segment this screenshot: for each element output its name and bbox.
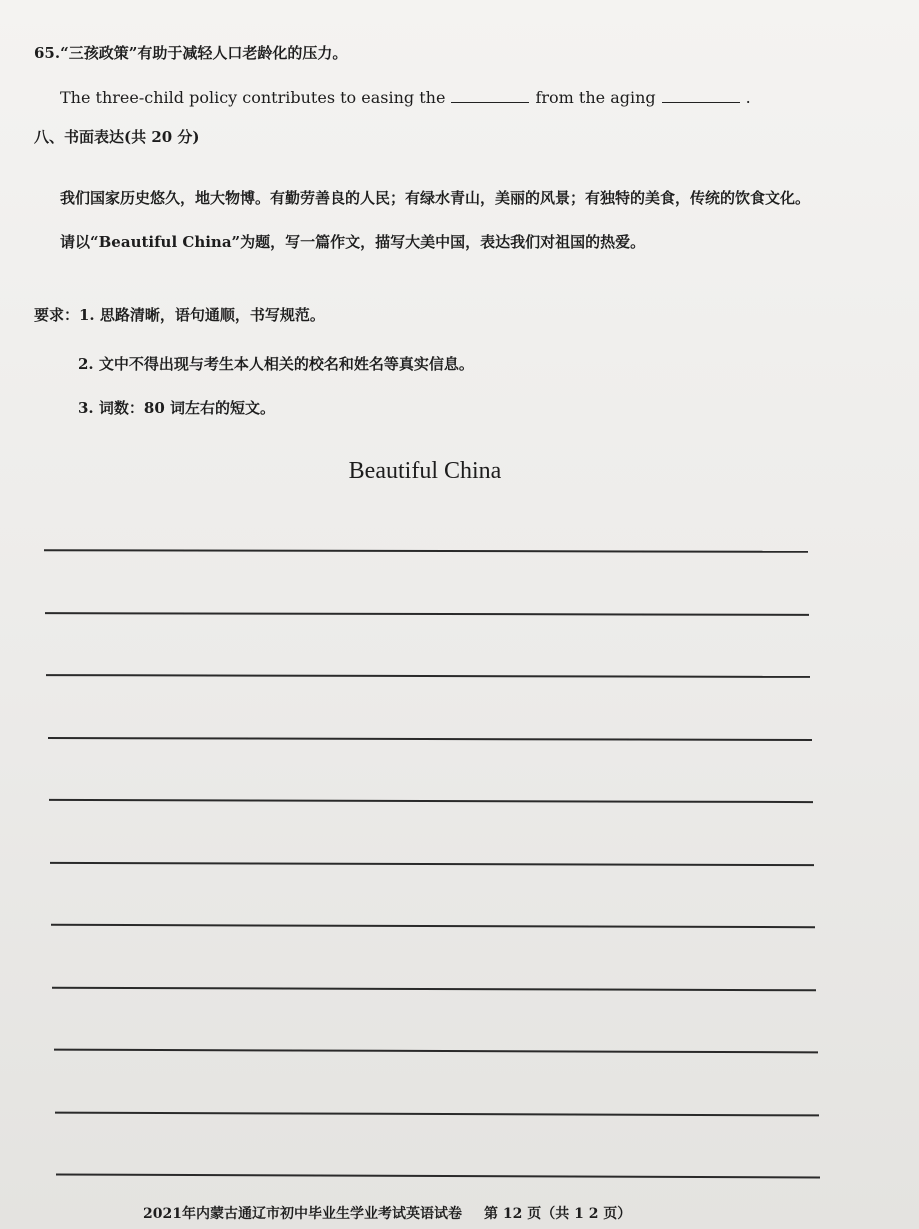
section-8-heading: 八、书面表达(共 20 分): [34, 128, 200, 146]
writing-line[interactable]: [46, 674, 810, 678]
question-65-prompt: 65.“三孩政策”有助于减轻人口老龄化的压力。: [34, 44, 348, 62]
writing-line[interactable]: [55, 1111, 819, 1116]
writing-line[interactable]: [48, 736, 812, 740]
writing-line[interactable]: [45, 612, 809, 616]
translation-text-part1: The three-child policy contributes to easing the: [60, 88, 446, 107]
writing-instructions: 我们国家历史悠久，地大物博。有勤劳善良的人民；有绿水青山，美丽的风景；有独特的美食，传统的饮食文化。请以“Beautiful China”为题，写一篇作文，描写大美中国，表达我们对祖国的热爱。: [60, 189, 811, 251]
requirement-3: 3. 词数：80 词左右的短文。: [78, 399, 275, 417]
writing-line[interactable]: [50, 861, 814, 865]
answer-blank-1[interactable]: [451, 88, 529, 103]
requirement-1: 要求：1. 思路清晰，语句通顺，书写规范。: [34, 306, 325, 324]
writing-line[interactable]: [56, 1174, 820, 1179]
footer-exam-name: 2021年内蒙古通辽市初中毕业生学业考试英语试卷: [143, 1206, 462, 1222]
writing-line[interactable]: [52, 986, 816, 991]
question-65-translation: [60, 88, 751, 107]
writing-line[interactable]: [54, 1049, 818, 1054]
page-footer: [143, 1203, 631, 1223]
writing-line[interactable]: [44, 549, 808, 553]
essay-title: Beautiful China: [348, 458, 502, 484]
answer-blank-2[interactable]: [662, 88, 740, 103]
writing-line[interactable]: [49, 799, 813, 803]
translation-period: .: [745, 88, 751, 107]
footer-page-number: 第 12 页（共 1 2 页）: [483, 1206, 632, 1222]
requirement-2: 2. 文中不得出现与考生本人相关的校名和姓名等真实信息。: [78, 355, 474, 373]
translation-text-part2: from the aging: [535, 88, 656, 107]
writing-line[interactable]: [51, 924, 815, 928]
